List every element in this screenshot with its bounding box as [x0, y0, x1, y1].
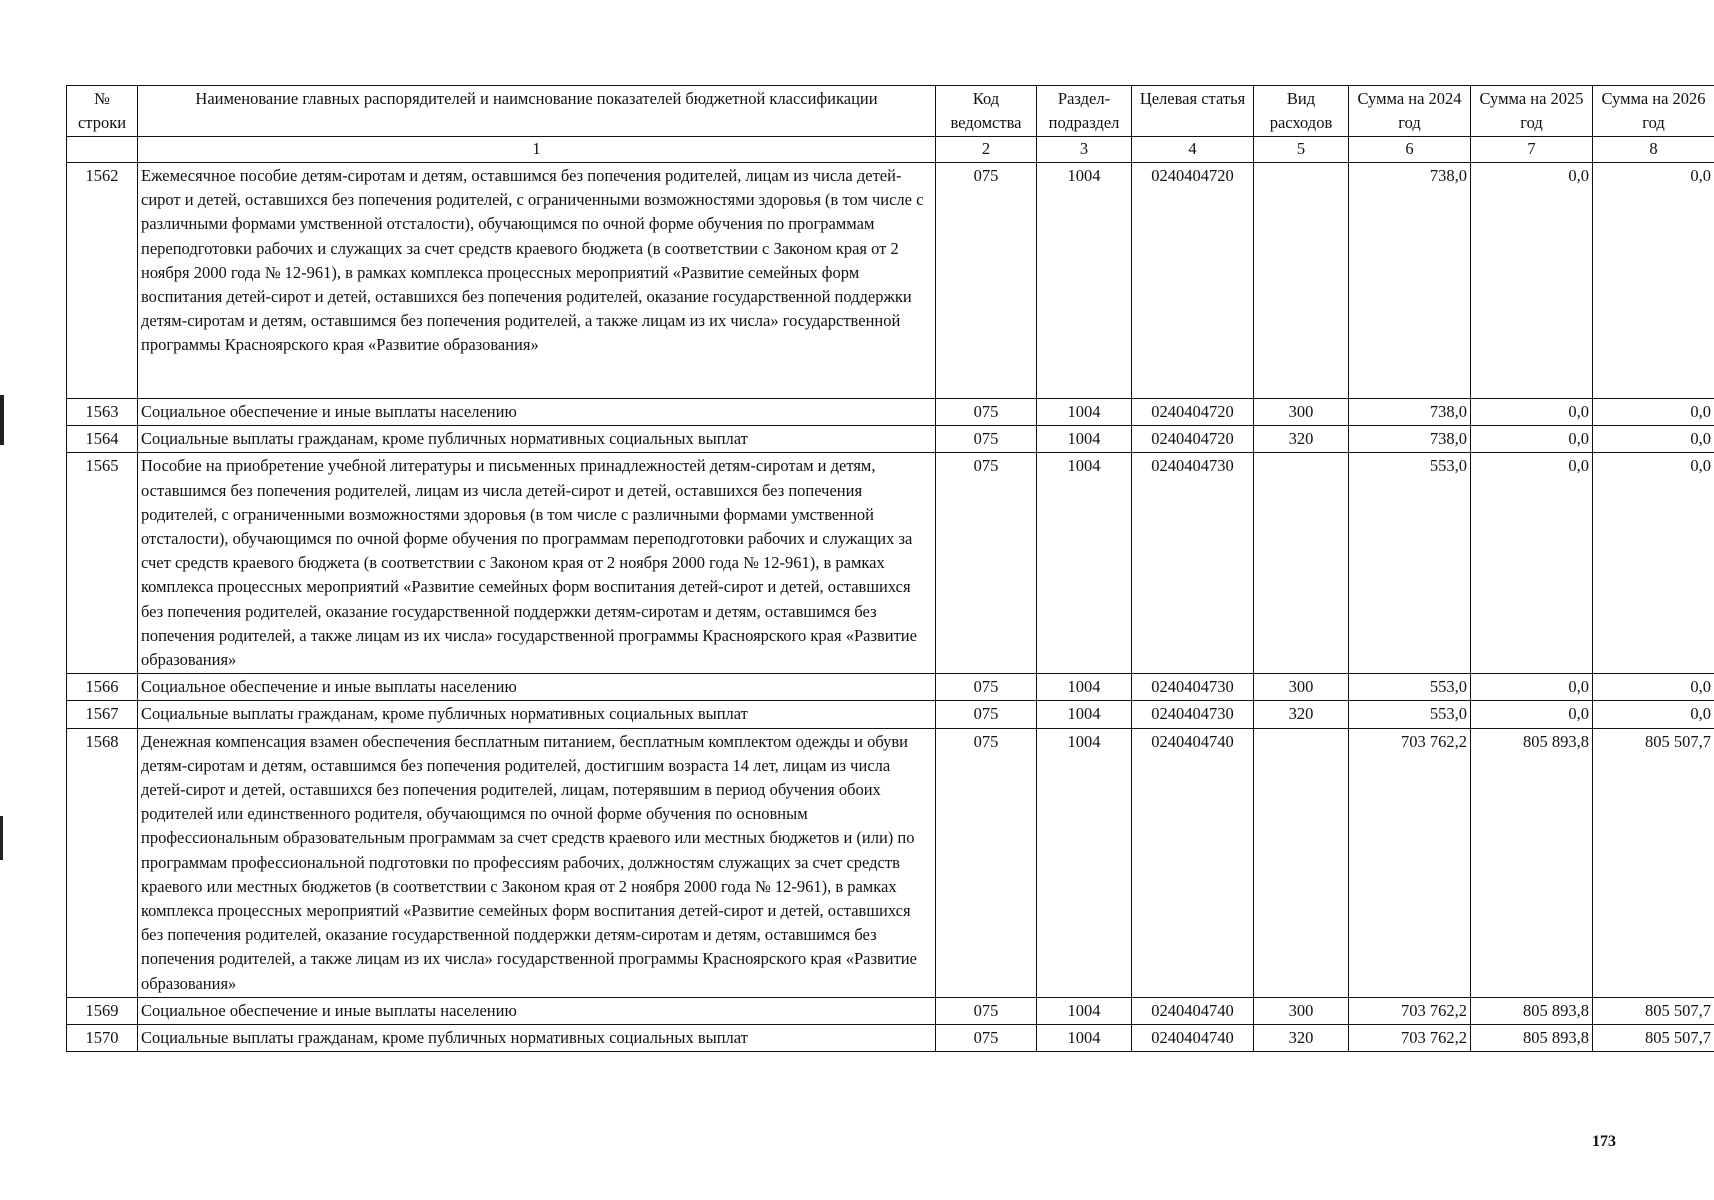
row-sum-2024: 703 762,2	[1349, 997, 1471, 1024]
row-statya: 0240404720	[1132, 426, 1254, 453]
row-statya: 0240404730	[1132, 674, 1254, 701]
row-statya: 0240404740	[1132, 1025, 1254, 1052]
row-sum-2025: 0,0	[1471, 453, 1593, 674]
row-sum-2026: 0,0	[1593, 701, 1714, 728]
row-number: 1568	[67, 728, 138, 997]
row-ved: 075	[936, 728, 1037, 997]
scan-edge-mark	[0, 395, 4, 445]
row-razdel: 1004	[1037, 701, 1132, 728]
header-statya: Целевая статья	[1132, 86, 1254, 137]
row-sum-2025: 0,0	[1471, 674, 1593, 701]
row-statya: 0240404720	[1132, 163, 1254, 399]
table-row	[67, 997, 1714, 1024]
header-vid: Вид расходов	[1254, 86, 1349, 137]
row-sum-2026: 805 507,7	[1593, 728, 1714, 997]
row-razdel: 1004	[1037, 674, 1132, 701]
table-row	[67, 1025, 1714, 1052]
row-statya: 0240404740	[1132, 728, 1254, 997]
row-number: 1564	[67, 426, 138, 453]
row-sum-2025: 0,0	[1471, 399, 1593, 426]
row-statya: 0240404730	[1132, 453, 1254, 674]
row-sum-2026: 0,0	[1593, 399, 1714, 426]
row-sum-2026: 0,0	[1593, 426, 1714, 453]
row-sum-2024: 553,0	[1349, 453, 1471, 674]
row-number: 1563	[67, 399, 138, 426]
row-ved: 075	[936, 163, 1037, 399]
row-sum-2024: 553,0	[1349, 701, 1471, 728]
row-razdel: 1004	[1037, 399, 1132, 426]
row-ved: 075	[936, 399, 1037, 426]
row-ved: 075	[936, 1025, 1037, 1052]
row-statya: 0240404720	[1132, 399, 1254, 426]
row-name: Социальные выплаты гражданам, кроме публичных нормативных социальных выплат	[138, 1025, 936, 1052]
row-statya: 0240404730	[1132, 701, 1254, 728]
budget-table	[66, 85, 1714, 1052]
column-number: 7	[1471, 137, 1593, 163]
header-razdel: Раздел-подраздел	[1037, 86, 1132, 137]
row-sum-2024: 738,0	[1349, 399, 1471, 426]
row-name: Пособие на приобретение учебной литературы и письменных принадлежностей детям-сиротам и детям, оставшимся без попечения родителей, лицам из числа детей-сирот и детей, оставшихся без попечения родителей, с ограниченными возможностями здоровья (в том числе с различными формами умственной отсталости), обучающимся по очной форме обучения по программам переподготовки рабочих и служащих за счет средств краевого бюджета (в соответствии с Законом края от 2 ноября 2000 года № 12-961), в рамках комплекса процессных мероприятий «Развитие семейных форм воспитания детей-сирот и детей, оставшихся без попечения родителей, оказание государственной поддержки детям-сиротам и детям, оставшимся без попечения родителей, а также лицам из их числа» государственной программы Красноярского края «Развитие образования»	[138, 453, 936, 674]
row-sum-2026: 0,0	[1593, 674, 1714, 701]
header-sum-2025: Сумма на 2025 год	[1471, 86, 1593, 137]
header-name: Наименование главных распорядителей и наимснование показателей бюджетной классификации	[138, 86, 936, 137]
row-name: Ежемесячное пособие детям-сиротам и детям, оставшимся без попечения родителей, лицам из числа детей-сирот и детей, оставшихся без попечения родителей, с ограниченными возможностями здоровья (в том числе с различными формами умственной отсталости), обучающимся по очной форме обучения по программам переподготовки рабочих и служащих за счет средств краевого бюджета (в соответствии с Законом края от 2 ноября 2000 года № 12-961), в рамках комплекса процессных мероприятий «Развитие семейных форм воспитания детей-сирот и детей, оставшихся без попечения родителей, оказание государственной поддержки детям-сиротам и детям, оставшимся без попечения родителей, а также лицам из их числа» государственной программы Красноярского края «Развитие образования»	[138, 163, 936, 399]
row-sum-2026: 805 507,7	[1593, 997, 1714, 1024]
table-row	[67, 728, 1714, 997]
row-vid: 320	[1254, 701, 1349, 728]
table-row	[67, 163, 1714, 399]
row-number: 1570	[67, 1025, 138, 1052]
table-row	[67, 399, 1714, 426]
row-razdel: 1004	[1037, 453, 1132, 674]
scan-edge-mark	[0, 816, 3, 860]
row-vid: 320	[1254, 426, 1349, 453]
column-number: 5	[1254, 137, 1349, 163]
row-razdel: 1004	[1037, 997, 1132, 1024]
row-ved: 075	[936, 997, 1037, 1024]
row-name: Социальное обеспечение и иные выплаты населению	[138, 399, 936, 426]
row-vid: 300	[1254, 674, 1349, 701]
header-sum-2026: Сумма на 2026 год	[1593, 86, 1714, 137]
row-sum-2025: 0,0	[1471, 163, 1593, 399]
row-razdel: 1004	[1037, 1025, 1132, 1052]
row-sum-2024: 738,0	[1349, 163, 1471, 399]
row-number: 1566	[67, 674, 138, 701]
row-sum-2024: 703 762,2	[1349, 728, 1471, 997]
row-sum-2025: 805 893,8	[1471, 728, 1593, 997]
column-number	[67, 137, 138, 163]
row-razdel: 1004	[1037, 728, 1132, 997]
row-vid	[1254, 453, 1349, 674]
row-sum-2026: 0,0	[1593, 453, 1714, 674]
row-name: Денежная компенсация взамен обеспечения бесплатным питанием, бесплатным комплектом одежды и обуви детям-сиротам и детям, оставшимся без попечения родителей, достигшим возраста 14 лет, лицам из числа детей-сирот и детей, оставшихся без попечения родителей, лицам, потерявшим в период обучения обоих родителей или единственного родителя, обучающимся по очной форме обучения по основным профессиональным образовательным программам за счет средств краевого или местных бюджетов и (или) по программам профессиональной подготовки по профессиям рабочих, должностям служащих за счет средств краевого или местных бюджетов (в соответствии с Законом края от 2 ноября 2000 года № 12-961), в рамках комплекса процессных мероприятий «Развитие семейных форм воспитания детей-сирот и детей, оставшихся без попечения родителей, оказание государственной поддержки детям-сиротам и детям, оставшимся без попечения родителей, а также лицам из их числа» государственной программы Красноярского края «Развитие образования»	[138, 728, 936, 997]
row-sum-2026: 0,0	[1593, 163, 1714, 399]
row-ved: 075	[936, 453, 1037, 674]
table-row	[67, 674, 1714, 701]
column-number-row	[67, 137, 1714, 163]
row-name: Социальные выплаты гражданам, кроме публичных нормативных социальных выплат	[138, 701, 936, 728]
page-number: 173	[1592, 1133, 1616, 1150]
row-sum-2026: 805 507,7	[1593, 1025, 1714, 1052]
row-ved: 075	[936, 701, 1037, 728]
row-name: Социальное обеспечение и иные выплаты населению	[138, 674, 936, 701]
table-row	[67, 701, 1714, 728]
row-vid	[1254, 728, 1349, 997]
column-number: 2	[936, 137, 1037, 163]
row-name: Социальные выплаты гражданам, кроме публичных нормативных социальных выплат	[138, 426, 936, 453]
table-row	[67, 453, 1714, 674]
row-number: 1567	[67, 701, 138, 728]
row-vid: 300	[1254, 997, 1349, 1024]
row-sum-2024: 738,0	[1349, 426, 1471, 453]
row-statya: 0240404740	[1132, 997, 1254, 1024]
row-ved: 075	[936, 426, 1037, 453]
header-row-number: № строки	[67, 86, 138, 137]
row-razdel: 1004	[1037, 163, 1132, 399]
header-sum-2024: Сумма на 2024 год	[1349, 86, 1471, 137]
column-number: 8	[1593, 137, 1714, 163]
row-name: Социальное обеспечение и иные выплаты населению	[138, 997, 936, 1024]
row-sum-2024: 553,0	[1349, 674, 1471, 701]
row-vid: 320	[1254, 1025, 1349, 1052]
row-sum-2025: 805 893,8	[1471, 997, 1593, 1024]
row-sum-2025: 0,0	[1471, 426, 1593, 453]
row-vid: 300	[1254, 399, 1349, 426]
header-ved: Код ведомства	[936, 86, 1037, 137]
column-number: 6	[1349, 137, 1471, 163]
table-row	[67, 426, 1714, 453]
row-number: 1565	[67, 453, 138, 674]
header-row	[67, 86, 1714, 137]
column-number: 4	[1132, 137, 1254, 163]
column-number: 3	[1037, 137, 1132, 163]
row-ved: 075	[936, 674, 1037, 701]
row-razdel: 1004	[1037, 426, 1132, 453]
row-number: 1562	[67, 163, 138, 399]
row-sum-2025: 0,0	[1471, 701, 1593, 728]
row-sum-2025: 805 893,8	[1471, 1025, 1593, 1052]
row-sum-2024: 703 762,2	[1349, 1025, 1471, 1052]
budget-table-container	[66, 85, 1714, 1052]
row-number: 1569	[67, 997, 138, 1024]
column-number: 1	[138, 137, 936, 163]
row-vid	[1254, 163, 1349, 399]
